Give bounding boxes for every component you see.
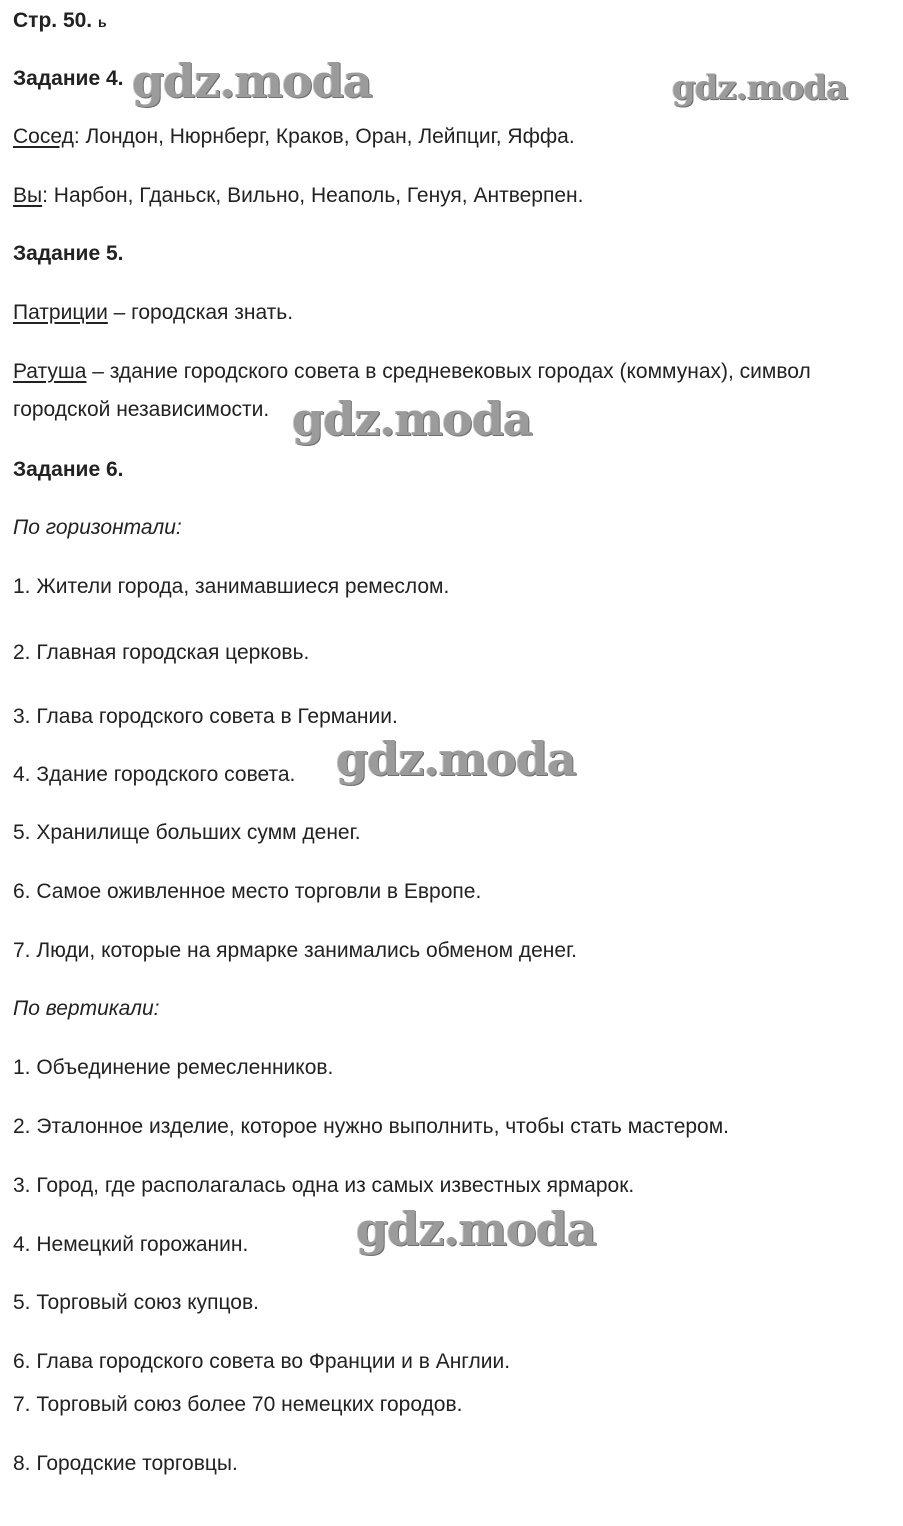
task5-ratusha-line2: городской независимости.: [13, 398, 270, 421]
watermark-logo: gdz.moda: [356, 1202, 596, 1256]
task6-title: Задание 6.: [13, 458, 124, 481]
watermark-logo: gdz.moda: [336, 732, 576, 786]
vertical-item: 2. Эталонное изделие, которое нужно выполнить, чтобы стать мастером.: [13, 1115, 729, 1138]
vertical-item: 4. Немецкий горожанин.: [13, 1233, 249, 1256]
watermark-logo: gdz.moda: [672, 68, 848, 108]
task4-neighbor-line: [13, 124, 575, 150]
horizontal-item: 1. Жители города, занимавшиеся ремеслом.: [13, 575, 450, 598]
horizontal-item: 3. Глава городского совета в Германии.: [13, 705, 398, 728]
vertical-item: 8. Городские торговцы.: [13, 1452, 238, 1475]
vertical-item: 5. Торговый союз купцов.: [13, 1291, 259, 1314]
horizontal-item: 6. Самое оживленное место торговли в Европе.: [13, 880, 482, 903]
task4-you-line: [13, 183, 583, 209]
neighbor-cities: : Лондон, Нюрнберг, Краков, Оран, Лейпциг, Яффа.: [73, 125, 575, 148]
task4-title: Задание 4.: [13, 67, 124, 90]
def-patricians: – городская знать.: [107, 301, 294, 324]
horizontal-label: По горизонтали:: [13, 516, 182, 539]
horizontal-item: 7. Люди, которые на ярмарке занимались обменом денег.: [13, 939, 578, 962]
neighbor-label: Сосед: [13, 125, 74, 148]
horizontal-item: 5. Хранилище больших сумм денег.: [13, 821, 361, 844]
task5-title: Задание 5.: [13, 242, 124, 265]
vertical-item: 7. Торговый союз более 70 немецких городов.: [13, 1393, 463, 1416]
task5-ratusha-line: [13, 359, 811, 385]
watermark-logo: gdz.moda: [132, 54, 372, 108]
horizontal-item: 4. Здание городского совета.: [13, 763, 296, 786]
vertical-label: По вертикали:: [13, 997, 160, 1020]
watermark-logo: gdz.moda: [292, 392, 532, 446]
term-patricians: Патриции: [13, 301, 108, 324]
vertical-item: 3. Город, где располагалась одна из самых известных ярмарок.: [13, 1174, 635, 1197]
vertical-item: 1. Объединение ремесленников.: [13, 1056, 334, 1079]
page-number-heading: [13, 8, 107, 35]
horizontal-item: 2. Главная городская церковь.: [13, 641, 310, 664]
term-ratusha: Ратуша: [13, 360, 87, 383]
task5-patricians-line: [13, 300, 293, 326]
vertical-item: 6. Глава городского совета во Франции и в Англии.: [13, 1350, 511, 1373]
page-mark: ь: [97, 14, 107, 30]
page-number: Стр. 50.: [13, 9, 93, 32]
def-ratusha-1: – здание городского совета в средневековых городах (коммунах), символ: [86, 360, 811, 383]
you-cities: : Нарбон, Гданьск, Вильно, Неаполь, Генуя, Антверпен.: [42, 184, 584, 207]
you-label: Вы: [13, 184, 43, 207]
